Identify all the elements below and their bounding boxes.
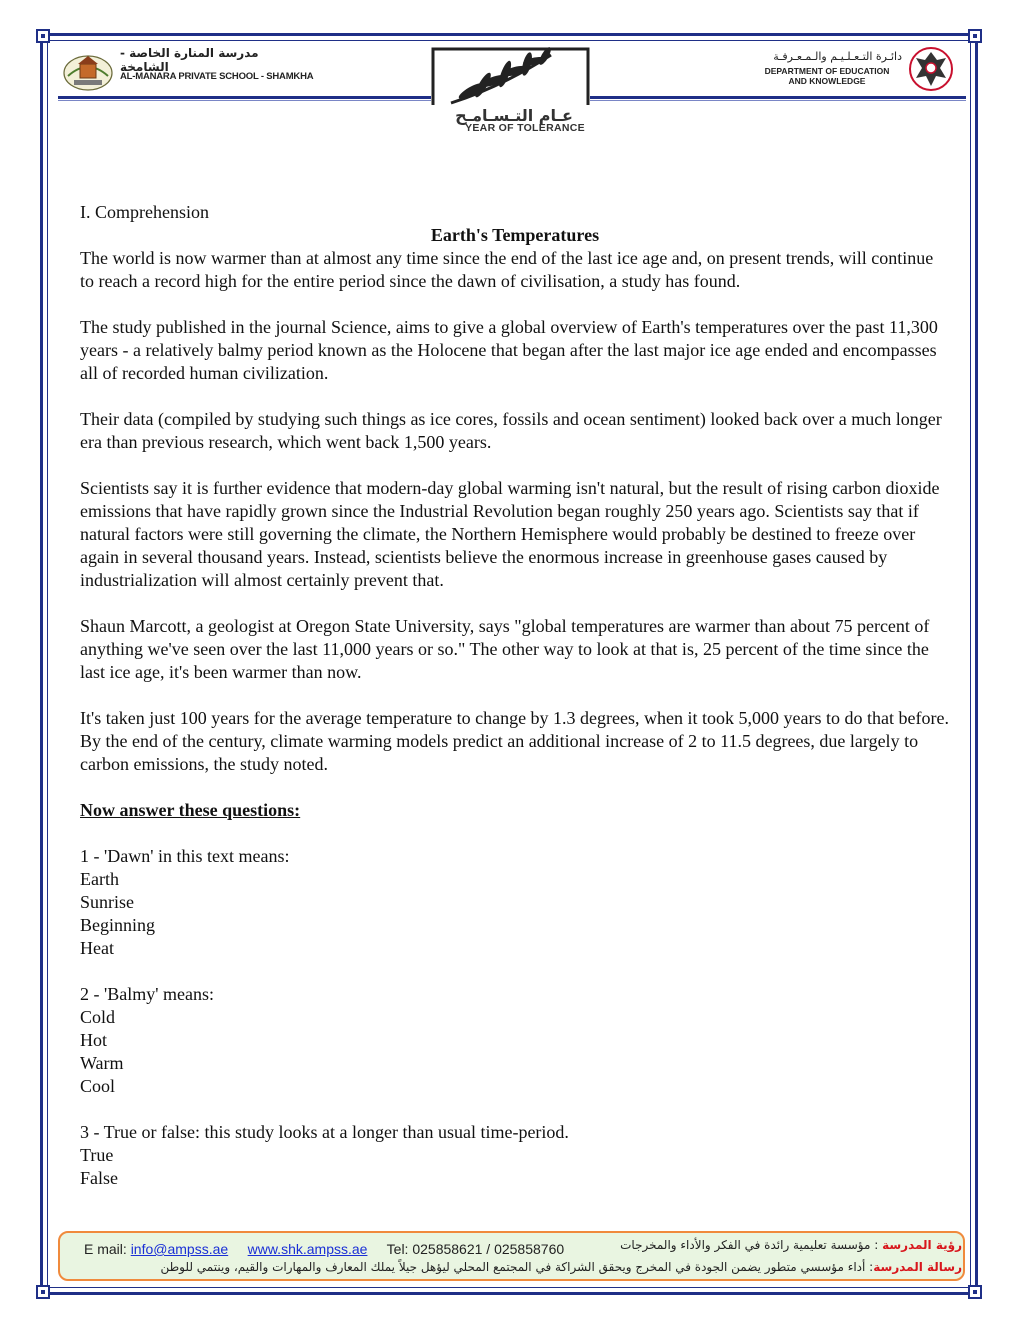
department-name-english <box>752 66 902 86</box>
tolerance-title-english: YEAR OF TOLERANCE <box>465 122 585 134</box>
year-of-tolerance-logo-icon <box>431 47 590 107</box>
email-link[interactable]: info@ampss.ae <box>130 1241 229 1257</box>
answer-option[interactable]: False <box>80 1168 118 1188</box>
passage-paragraph: The study published in the journal Science, aims to give a global overview of Earth's temperatures over the past 11,300 years - a relatively balmy period known as the Holocene that began after the last major ice age ended and encompasses all of recorded human civilization. <box>80 317 938 383</box>
question-prompt <box>80 1121 950 1144</box>
school-vision <box>600 1238 962 1252</box>
passage-title: Earth's Temperatures <box>430 225 600 245</box>
answer-option[interactable]: Earth <box>80 869 119 889</box>
answer-option[interactable]: Hot <box>80 1030 107 1050</box>
mission-label: رسالة المدرسة <box>873 1260 962 1274</box>
school-name-arabic: مدرسة المنارة الخاصة - الشامخة <box>120 46 259 74</box>
email-label: E mail: <box>84 1241 127 1257</box>
corner-ornament <box>968 1285 982 1299</box>
department-name-line1: DEPARTMENT OF EDUCATION <box>764 66 890 76</box>
passage-paragraph: Their data (compiled by studying such things as ice cores, fossils and ocean sentiment) looked back over a much longer era than previous research, which went back 1,500 years. <box>80 409 942 452</box>
questions-heading: Now answer these questions: <box>80 800 301 820</box>
corner-ornament <box>968 29 982 43</box>
question-text: - True or false: this study looks at a longer than usual time-period. <box>89 1122 569 1142</box>
corner-ornament <box>36 29 50 43</box>
phone-numbers: Tel: 025858621 / 025858760 <box>386 1241 565 1257</box>
department-name-arabic: دائـرة التـعـلـيـم والـمـعـرفـة <box>773 50 902 63</box>
question-prompt <box>80 983 950 1006</box>
question-text: - 'Balmy' means: <box>89 984 214 1004</box>
answer-option[interactable]: True <box>80 1145 114 1165</box>
falcon-emblem-icon <box>906 46 956 92</box>
question-text: - 'Dawn' in this text means: <box>89 846 290 866</box>
section-heading: I. Comprehension <box>80 202 209 222</box>
tolerance-title-arabic: عـام التـسـامـح <box>455 106 573 125</box>
vision-text: : مؤسسة تعليمية رائدة في الفكر والأداء والمخرجات <box>620 1238 883 1252</box>
answer-option[interactable]: Sunrise <box>80 892 134 912</box>
answer-option[interactable]: Cool <box>80 1076 116 1096</box>
passage-paragraph: Shaun Marcott, a geologist at Oregon State University, says "global temperatures are warmer than about 75 percent of anything we've seen over the last 11,000 years or so." The other way to look at that is, 25 percent of the time since the last ice age, it's been warmer than now. <box>80 616 930 682</box>
answer-option[interactable]: Cold <box>80 1007 116 1027</box>
question-number: 2 <box>80 984 89 1004</box>
passage-paragraph: Scientists say it is further evidence that modern-day global warming isn't natural, but the result of rising carbon dioxide emissions that have rapidly grown since the Industrial Revolution began roughly 250 years ago. Scientists say that if natural factors were still governing the climate, the Northern Hemisphere would probably be destined to freeze over again in several thousand years. Instead, scientists believe the enormous increase in greenhouse gases caused by industrialization will almost certainly prevent that. <box>80 478 940 590</box>
question-number: 3 <box>80 1122 89 1142</box>
question-prompt <box>80 845 950 868</box>
mission-text: : أداء مؤسسي متطور يضمن الجودة في المخرج ويحقق الشراكة في المجتمع المحلي ليؤهل جيلاً يملك المعارف والمهارات والقيم، وينتمي للوطن <box>160 1260 874 1274</box>
question-number: 1 <box>80 846 89 866</box>
website-link[interactable]: www.shk.ampss.ae <box>247 1241 368 1257</box>
school-logo-icon <box>62 50 114 92</box>
answer-option[interactable]: Warm <box>80 1053 124 1073</box>
passage-paragraph: The world is now warmer than at almost any time since the end of the last ice age and, on present trends, will continue to reach a record high for the entire period since the dawn of civilisation, a study has found. <box>80 248 934 291</box>
school-name-english: AL-MANARA PRIVATE SCHOOL - SHAMKHA <box>120 71 314 82</box>
corner-ornament <box>36 1285 50 1299</box>
vision-label: رؤية المدرسة <box>882 1238 962 1252</box>
footer-contact <box>84 1241 564 1257</box>
school-mission <box>120 1260 962 1274</box>
answer-option[interactable]: Heat <box>80 938 114 958</box>
worksheet-content <box>80 201 950 1190</box>
answer-option[interactable]: Beginning <box>80 915 155 935</box>
passage-paragraph: It's taken just 100 years for the average temperature to change by 1.3 degrees, when it took 5,000 years to do that before. By the end of the century, climate warming models predict an additional increase of 2 to 11.5 degrees, due largely to carbon emissions, the study noted. <box>80 708 949 774</box>
department-name-line2: AND KNOWLEDGE <box>788 76 866 86</box>
